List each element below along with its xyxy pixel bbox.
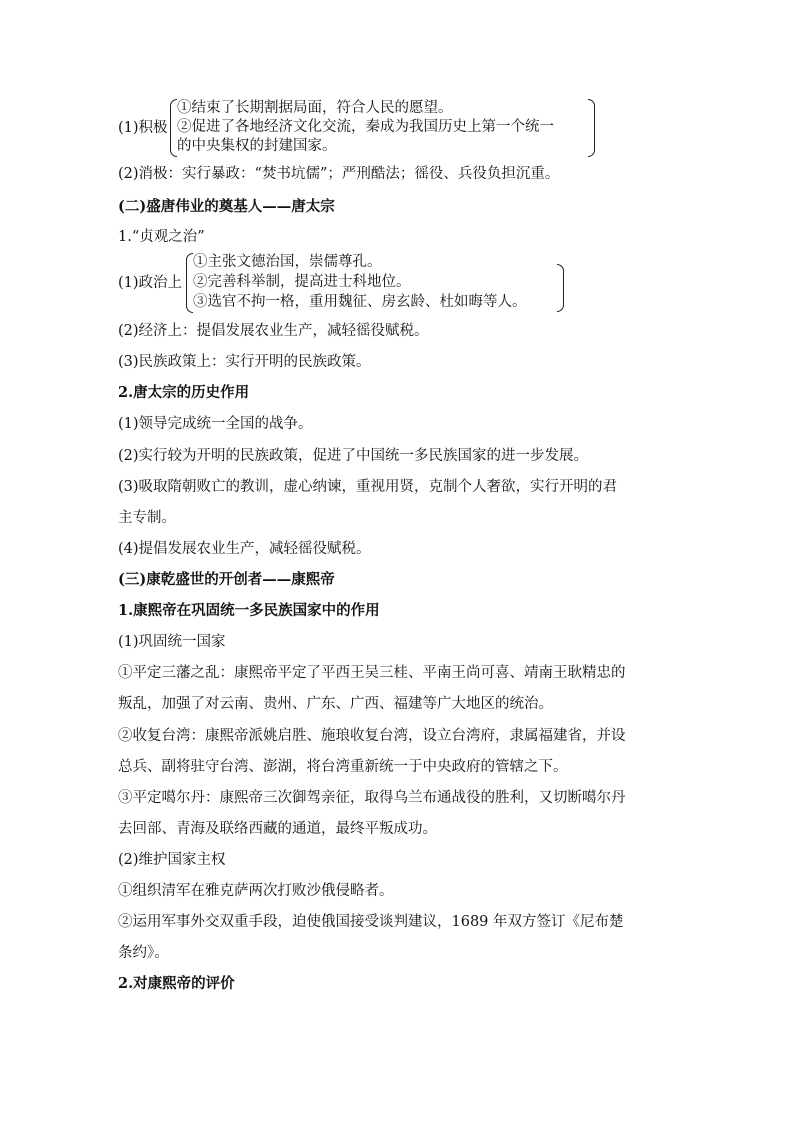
kangxi-line: ①组织清军在雅克萨两次打败沙俄侵略者。 [118,883,394,899]
right-brace [557,264,564,312]
kangxi-line: 叛乱，加强了对云南、贵州、广东、广西、福建等广大地区的统治。 [118,696,553,712]
left-brace [170,99,177,157]
block2-item-1: ①主张文德治国，崇儒尊孔。 [193,254,382,270]
kangxi-line: 条约》。 [118,945,169,961]
subheading-zhenguan: 1.“贞观之治” [118,229,205,245]
block1-item-2: ②促进了各地经济文化交流，秦成为我国历史上第一个统一 [177,119,554,135]
kangxi-line: ②收复台湾：康熙帝派姚启胜、施琅收复台湾，设立台湾府，隶属福建省，并设 [118,728,626,744]
block1-item-1: ①结束了长期割据局面，符合人民的愿望。 [177,100,453,116]
kangxi-line: (1)巩固统一国家 [118,634,226,650]
heading-kangxi: (三)康乾盛世的开创者——康熙帝 [118,571,335,588]
kangxi-line: 总兵、副将驻守台湾、澎湖，将台湾重新统一于中央政府的管辖之下。 [118,759,568,775]
heading-tang: (二)盛唐伟业的奠基人——唐太宗 [118,198,335,215]
tang-line: (3)民族政策上：实行开明的民族政策。 [118,354,371,370]
block2-item-2: ②完善科举制，提高进士科地位。 [193,274,411,290]
right-brace [588,99,595,157]
tang-role-line: 主专制。 [118,510,176,526]
kangxi-line: (2)维护国家主权 [118,852,226,868]
tang-role-line: (2)实行较为开明的民族政策，促进了中国统一多民族国家的进一步发展。 [118,448,589,464]
kangxi-line: ③平定噶尔丹：康熙帝三次御驾亲征，取得乌兰布通战役的胜利，又切断噶尔丹 [118,790,626,806]
subheading-evaluation: 2.对康熙帝的评价 [118,975,235,992]
block2-item-3: ③选官不拘一格，重用魏征、房玄龄、杜如晦等人。 [193,294,527,310]
left-brace [186,253,193,313]
subheading-kangxi-role: 1.康熙帝在巩固统一多民族国家中的作用 [118,602,380,619]
negative-line: (2)消极：实行暴政：“焚书坑儒”；严刑酷法；徭役、兵役负担沉重。 [118,166,560,182]
kangxi-line: 去回部、青海及联络西藏的通道，最终平叛成功。 [118,821,437,837]
tang-line: (2)经济上：提倡发展农业生产，减轻徭役赋税。 [118,323,429,339]
tang-role-line: (1)领导完成统一全国的战争。 [118,416,313,432]
tang-role-line: (4)提倡发展农业生产，减轻徭役赋税。 [118,541,371,557]
kangxi-line: ②运用军事外交双重手段，迫使俄国接受谈判建议，1689 年双方签订《尼布楚 [118,914,624,930]
subheading-tang-role: 2.唐太宗的历史作用 [118,384,250,401]
kangxi-line: ①平定三藩之乱：康熙帝平定了平西王吴三桂、平南王尚可喜、靖南王耿精忠的 [118,665,626,681]
block1-item-3: 的中央集权的封建国家。 [177,138,337,154]
block2-label: (1)政治上 [118,275,183,291]
tang-role-line: (3)吸取隋朝败亡的教训，虚心纳谏，重视用贤，克制个人奢欲，实行开明的君 [118,479,618,495]
block1-label: (1)积极 [118,120,168,136]
